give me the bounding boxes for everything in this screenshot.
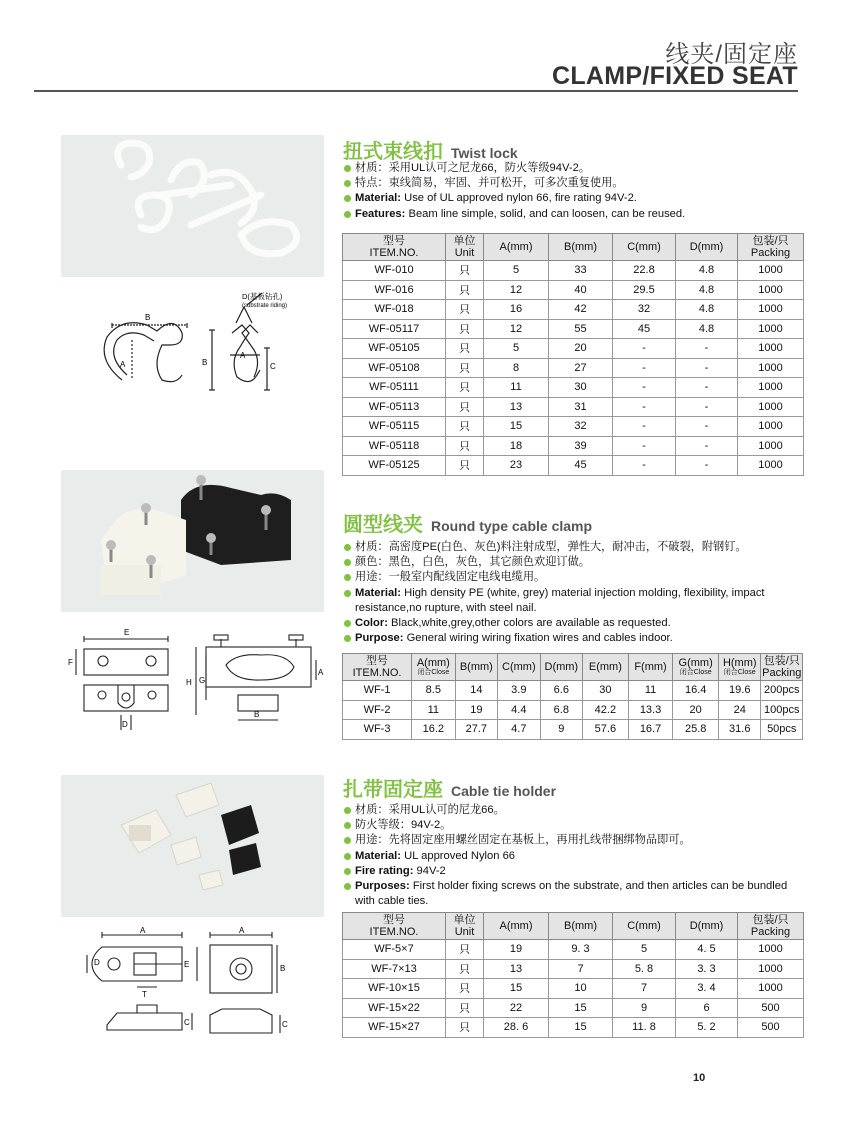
cable-tie-holder-photo-art — [61, 775, 324, 917]
table-cell: 1000 — [738, 319, 804, 339]
section-title-cn: 扎带固定座 — [343, 779, 443, 801]
table-cell: 1000 — [738, 397, 804, 417]
table-row — [343, 397, 804, 417]
table-cell: WF-05113 — [343, 397, 446, 417]
section-title-cn: 扭式束线扣 — [343, 141, 443, 163]
section-title-en: Round type cable clamp — [431, 518, 593, 534]
table-cell: 45 — [549, 456, 613, 476]
table-cell: 15 — [549, 1018, 613, 1038]
column-header: D(mm) — [676, 234, 738, 261]
table-cell: 5 — [484, 339, 549, 359]
table-cell: 30 — [549, 378, 613, 398]
table-cell: 只 — [446, 979, 484, 999]
table-row — [343, 280, 804, 300]
table-cell: 9 — [540, 720, 582, 740]
dim-label-b-side: B — [202, 358, 208, 367]
table-cell: WF-010 — [343, 261, 446, 281]
dim-label-d: D — [94, 958, 100, 967]
table-cell: 4.8 — [676, 300, 738, 320]
table-cell: WF-016 — [343, 280, 446, 300]
table-cell: 5. 8 — [613, 959, 676, 979]
cable-tie-holder-diagram — [82, 925, 302, 1045]
column-header: 型号 ITEM.NO. — [343, 913, 446, 940]
table-cell: 16.7 — [628, 720, 673, 740]
table-cell: 27.7 — [455, 720, 497, 740]
spec-line-en: Purposes: First holder fixing screws on the substrate, and then articles can be bundled with cable ties. — [343, 879, 803, 909]
table-cell: - — [613, 358, 676, 378]
table-cell: WF-05105 — [343, 339, 446, 359]
table-cell: WF-05125 — [343, 456, 446, 476]
table-cell: 19 — [484, 940, 549, 960]
table-cell: 4.8 — [676, 319, 738, 339]
table-header-row — [343, 913, 804, 940]
table-cell: WF-5×7 — [343, 940, 446, 960]
table-cell: 15 — [484, 979, 549, 999]
table-cell: 8 — [484, 358, 549, 378]
table-cell: 4. 5 — [676, 940, 738, 960]
dim-label-h: H — [186, 678, 192, 687]
spec-line: 材质：采用UL认可的尼龙66。 — [343, 803, 803, 818]
dim-label-d-sub: (substrate riding) — [242, 303, 288, 309]
dim-label-c2: C — [282, 1020, 288, 1029]
table-cell: WF-05108 — [343, 358, 446, 378]
column-header: 包装/只 Packing — [738, 234, 804, 261]
table-cell: - — [613, 417, 676, 437]
page-number: 10 — [693, 1072, 706, 1084]
table-cell: 9 — [613, 998, 676, 1018]
column-header: A(mm) — [484, 234, 549, 261]
table-cell: WF-05111 — [343, 378, 446, 398]
table-cell: 只 — [446, 319, 484, 339]
dim-label-a: A — [140, 926, 146, 935]
table-cell: 12 — [484, 319, 549, 339]
table-cell: 11 — [412, 700, 456, 720]
table-cell: 8.5 — [412, 681, 456, 701]
cable-tie-holder-photo — [61, 775, 324, 917]
table-cell: 22 — [484, 998, 549, 1018]
table-cell: 只 — [446, 339, 484, 359]
section-title-cable-tie-holder — [343, 773, 556, 802]
table-cell: WF-05117 — [343, 319, 446, 339]
table-row — [343, 940, 804, 960]
table-cell: 6 — [676, 998, 738, 1018]
table-cell: 55 — [549, 319, 613, 339]
table-cell: - — [676, 358, 738, 378]
column-header: 单位 Unit — [446, 234, 484, 261]
section-title-en: Cable tie holder — [451, 783, 557, 799]
table-cell: 13.3 — [628, 700, 673, 720]
dim-label-b: B — [254, 710, 260, 719]
spec-line-en: Purpose: General wiring wiring fixation wires and cables indoor. — [343, 631, 803, 646]
table-cell: 18 — [484, 436, 549, 456]
table-cell: WF-018 — [343, 300, 446, 320]
round-clamp-specs — [343, 540, 803, 646]
table-cell: 只 — [446, 998, 484, 1018]
column-header: H(mm) 闭合Close — [719, 654, 761, 681]
table-cell: WF-05115 — [343, 417, 446, 437]
table-cell: 11. 8 — [613, 1018, 676, 1038]
column-header: 包装/只 Packing — [762, 655, 802, 679]
table-cell: - — [676, 436, 738, 456]
table-cell: 33 — [549, 261, 613, 281]
table-cell: 1000 — [738, 339, 804, 359]
table-cell: 7 — [613, 979, 676, 999]
table-cell: 5. 2 — [676, 1018, 738, 1038]
table-cell: 23 — [484, 456, 549, 476]
column-header: G(mm) 闭合Close — [673, 654, 719, 681]
table-cell: - — [613, 397, 676, 417]
spec-line-en: Color: Black,white,grey,other colors are available as requested. — [343, 616, 803, 631]
title-divider — [34, 90, 798, 92]
table-cell: 只 — [446, 397, 484, 417]
table-cell: 1000 — [738, 358, 804, 378]
round-clamp-table — [342, 653, 803, 740]
table-cell: 4.8 — [676, 261, 738, 281]
table-cell: WF-15×27 — [343, 1018, 446, 1038]
table-cell: 只 — [446, 417, 484, 437]
column-header: B(mm) — [549, 913, 613, 940]
table-cell: WF-7×13 — [343, 959, 446, 979]
table-header-row — [343, 234, 804, 261]
table-row — [343, 358, 804, 378]
table-cell: - — [613, 436, 676, 456]
table-cell: 1000 — [738, 261, 804, 281]
table-cell: 1000 — [738, 940, 804, 960]
table-cell: 3.9 — [498, 681, 540, 701]
column-header: B(mm) — [549, 234, 613, 261]
twist-lock-table — [342, 233, 804, 476]
twist-lock-specs — [343, 161, 803, 222]
table-cell: - — [676, 397, 738, 417]
spec-line: 用途：一般室内配线固定电线电缆用。 — [343, 570, 803, 585]
table-cell: 1000 — [738, 959, 804, 979]
table-cell: 45 — [613, 319, 676, 339]
table-cell: WF-2 — [343, 700, 412, 720]
section-title-cn: 圆型线夹 — [343, 514, 423, 536]
table-cell: 5 — [484, 261, 549, 281]
spec-line-en: Material: High density PE (white, grey) material injection molding, flexibility, impact resistance,no rupture, with steel nail. — [343, 586, 803, 616]
section-title-twist-lock — [343, 135, 518, 164]
table-cell: 只 — [446, 940, 484, 960]
table-cell: 19.6 — [719, 681, 761, 701]
spec-line-en: Features: Beam line simple, solid, and can loosen, can be reused. — [343, 207, 803, 222]
column-header: A(mm) 闭合Close — [412, 654, 456, 681]
spec-line: 特点：束线简易，牢固、并可松开，可多次重复使用。 — [343, 176, 803, 191]
table-cell: 1000 — [738, 436, 804, 456]
table-cell: 500 — [738, 1018, 804, 1038]
dim-label-b: B — [145, 313, 151, 322]
table-cell: 只 — [446, 378, 484, 398]
table-row — [343, 1018, 804, 1038]
dim-label-c: C — [270, 362, 276, 371]
dim-label-c: C — [184, 1018, 190, 1027]
spec-line: 用途：先将固定座用螺丝固定在基板上，再用扎线带捆绑物品即可。 — [343, 833, 803, 848]
table-cell: 200pcs — [761, 681, 803, 701]
table-cell: 31.6 — [719, 720, 761, 740]
table-cell: 4.4 — [498, 700, 540, 720]
spec-line-en: Fire rating: 94V-2 — [343, 864, 803, 879]
table-cell: 32 — [549, 417, 613, 437]
column-header: 型号 ITEM.NO. — [343, 234, 446, 261]
table-cell: 14 — [455, 681, 497, 701]
table-cell: 16.4 — [673, 681, 719, 701]
table-cell: 100pcs — [761, 700, 803, 720]
column-header: C(mm) — [613, 234, 676, 261]
table-cell: 13 — [484, 397, 549, 417]
twist-lock-photo-art — [61, 135, 324, 277]
table-row — [343, 339, 804, 359]
table-row — [343, 417, 804, 437]
table-cell: 39 — [549, 436, 613, 456]
dim-label-a: A — [120, 360, 126, 369]
column-header: D(mm) — [676, 913, 738, 940]
table-cell: 只 — [446, 959, 484, 979]
table-cell: 24 — [719, 700, 761, 720]
table-cell: 只 — [446, 1018, 484, 1038]
table-cell: 只 — [446, 456, 484, 476]
dim-label-a2: A — [239, 926, 245, 935]
table-cell: 50pcs — [761, 720, 803, 740]
table-row — [343, 720, 803, 740]
table-cell: - — [613, 339, 676, 359]
table-cell: 12 — [484, 280, 549, 300]
section-title-en: Twist lock — [451, 145, 518, 161]
table-cell: 3. 3 — [676, 959, 738, 979]
dim-label-t: T — [142, 990, 147, 999]
dim-label-g: G — [199, 676, 206, 685]
twist-lock-photo — [61, 135, 324, 277]
table-row — [343, 300, 804, 320]
column-header: E(mm) — [583, 654, 629, 681]
dim-label-e: E — [184, 960, 190, 969]
dim-label-d: D(基板钻孔) — [242, 292, 283, 301]
table-cell: 只 — [446, 358, 484, 378]
column-header: 包装/只 Packing — [738, 913, 804, 940]
table-cell: 30 — [583, 681, 629, 701]
table-cell: 11 — [628, 681, 673, 701]
table-cell: - — [613, 378, 676, 398]
table-cell: 1000 — [738, 417, 804, 437]
table-cell: 10 — [549, 979, 613, 999]
table-row — [343, 959, 804, 979]
table-cell: 3. 4 — [676, 979, 738, 999]
table-cell: 16 — [484, 300, 549, 320]
table-cell: 57.6 — [583, 720, 629, 740]
dim-label-e: E — [124, 628, 130, 637]
section-title-round-clamp — [343, 508, 592, 537]
dim-label-b: B — [280, 964, 286, 973]
table-cell: 7 — [549, 959, 613, 979]
column-header: B(mm) — [455, 654, 497, 681]
table-cell: 只 — [446, 280, 484, 300]
table-cell: - — [676, 378, 738, 398]
table-cell: 500 — [738, 998, 804, 1018]
spec-line: 材质：采用UL认可之尼龙66，防火等级94V-2。 — [343, 161, 803, 176]
table-cell: 20 — [549, 339, 613, 359]
table-cell: 11 — [484, 378, 549, 398]
table-cell: WF-3 — [343, 720, 412, 740]
dim-label-d: D — [122, 720, 128, 729]
table-cell: 16.2 — [412, 720, 456, 740]
table-cell: 19 — [455, 700, 497, 720]
cable-tie-holder-table — [342, 912, 804, 1038]
table-cell: 1000 — [738, 456, 804, 476]
table-cell: 只 — [446, 436, 484, 456]
table-cell: 1000 — [738, 280, 804, 300]
table-cell: 4.8 — [676, 280, 738, 300]
spec-line-en: Material: Use of UL approved nylon 66, fire rating 94V-2. — [343, 191, 803, 206]
spec-line: 防火等级：94V-2。 — [343, 818, 803, 833]
column-header: D(mm) — [540, 654, 582, 681]
table-cell: 9. 3 — [549, 940, 613, 960]
table-cell: 28. 6 — [484, 1018, 549, 1038]
column-header: C(mm) — [498, 654, 540, 681]
dim-label-f: F — [68, 658, 73, 667]
page-title-cn: 线夹/固定座 — [665, 41, 798, 68]
table-cell: 6.8 — [540, 700, 582, 720]
table-row — [343, 436, 804, 456]
table-cell: 15 — [484, 417, 549, 437]
table-cell: - — [613, 456, 676, 476]
table-cell: - — [676, 456, 738, 476]
table-cell: 20 — [673, 700, 719, 720]
column-header: 型号 ITEM.NO. — [343, 654, 412, 681]
table-cell: 42.2 — [583, 700, 629, 720]
table-cell: 只 — [446, 300, 484, 320]
spec-line: 颜色：黑色，白色，灰色，其它颜色欢迎订做。 — [343, 555, 803, 570]
table-cell: 27 — [549, 358, 613, 378]
dim-label-a: A — [318, 668, 324, 677]
spec-line-en: Material: UL approved Nylon 66 — [343, 849, 803, 864]
column-header: F(mm) — [628, 654, 673, 681]
table-cell: 42 — [549, 300, 613, 320]
table-cell: 6.6 — [540, 681, 582, 701]
twist-lock-diagram — [92, 285, 332, 405]
round-clamp-diagram — [66, 625, 326, 740]
table-cell: 只 — [446, 261, 484, 281]
table-cell: 32 — [613, 300, 676, 320]
table-cell: 4.7 — [498, 720, 540, 740]
table-cell: 15 — [549, 998, 613, 1018]
round-clamp-photo — [61, 470, 324, 612]
table-row — [343, 378, 804, 398]
table-cell: WF-1 — [343, 681, 412, 701]
column-header: C(mm) — [613, 913, 676, 940]
table-cell: 5 — [613, 940, 676, 960]
table-row — [343, 700, 803, 720]
table-cell: 40 — [549, 280, 613, 300]
table-cell: WF-05118 — [343, 436, 446, 456]
table-cell: 22.8 — [613, 261, 676, 281]
table-row — [343, 261, 804, 281]
table-cell: 25.8 — [673, 720, 719, 740]
page-title-en: CLAMP/FIXED SEAT — [551, 62, 798, 90]
table-row — [343, 456, 804, 476]
table-cell: 13 — [484, 959, 549, 979]
table-cell: - — [676, 339, 738, 359]
round-clamp-photo-art — [61, 470, 324, 612]
spec-line: 材质：高密度PE(白色、灰色)料注射成型，弹性大，耐冲击，不破裂，附钢钉。 — [343, 540, 803, 555]
table-cell: 1000 — [738, 300, 804, 320]
table-cell: 1000 — [738, 378, 804, 398]
dim-label-a-side: A — [240, 351, 246, 360]
table-cell: 1000 — [738, 979, 804, 999]
table-header-row — [343, 654, 803, 681]
table-cell: 31 — [549, 397, 613, 417]
table-row — [343, 681, 803, 701]
column-header: 单位 Unit — [446, 913, 484, 940]
table-cell: 29.5 — [613, 280, 676, 300]
table-row — [343, 319, 804, 339]
column-header: A(mm) — [484, 913, 549, 940]
table-cell: - — [676, 417, 738, 437]
table-cell: WF-10×15 — [343, 979, 446, 999]
table-cell: WF-15×22 — [343, 998, 446, 1018]
table-row — [343, 979, 804, 999]
cable-tie-holder-specs — [343, 803, 803, 909]
table-row — [343, 998, 804, 1018]
